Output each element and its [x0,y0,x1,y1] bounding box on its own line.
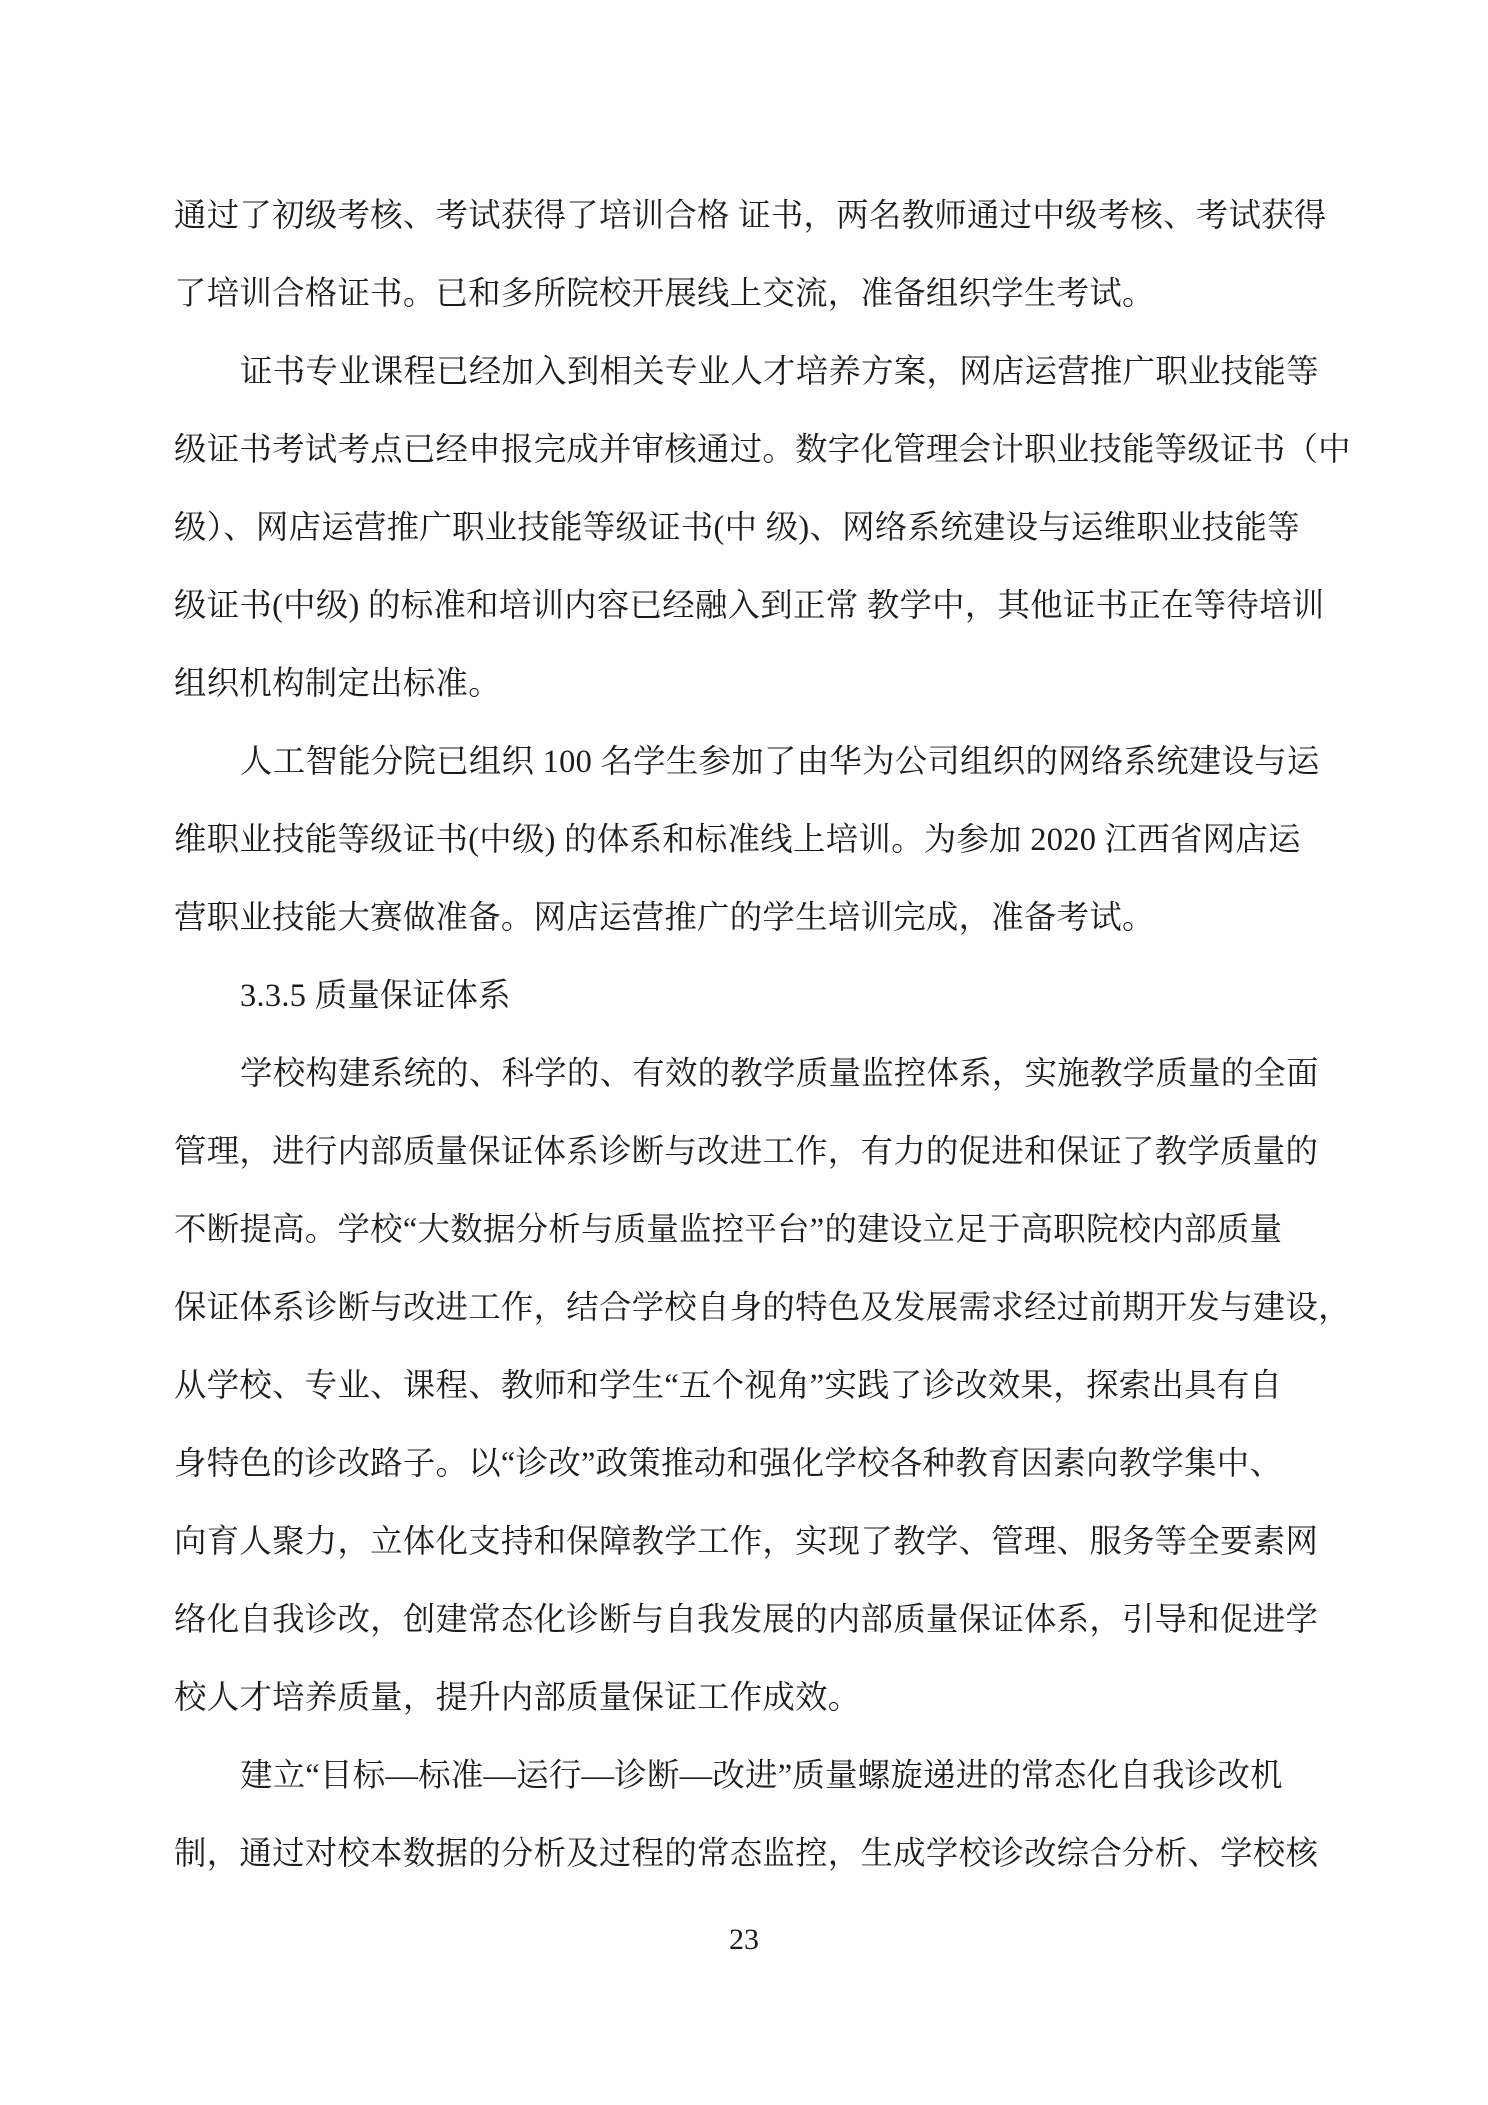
text-line: 校人才培养质量，提升内部质量保证工作成效。 [174,1680,861,1716]
text-line: 级证书考试考点已经申报完成并审核通过。数字化管理会计职业技能等级证书（中 [174,432,1351,468]
text-line: 组织机构制定出标准。 [174,666,501,702]
text-line: 身特色的诊改路子。以“诊改”政策推动和强化学校各种教育因素向教学集中、 [174,1446,1283,1482]
text-line: 建立“目标—标准—运行—诊断—改进”质量螺旋递进的常态化自我诊改机 [240,1758,1283,1794]
text-line: 通过了初级考核、考试获得了培训合格 证书，两名教师通过中级考核、考试获得 [174,198,1327,234]
text-line: 了培训合格证书。已和多所院校开展线上交流，准备组织学生考试。 [174,276,1155,312]
text-line: 不断提高。学校“大数据分析与质量监控平台”的建设立足于高职院校内部质量 [174,1212,1283,1248]
text-line: 级证书(中级) 的标准和培训内容已经融入到正常 教学中，其他证书正在等待培训 [174,588,1325,624]
text-line: 络化自我诊改，创建常态化诊断与自我发展的内部质量保证体系，引导和促进学 [174,1602,1319,1638]
text-line: 营职业技能大赛做准备。网店运营推广的学生培训完成，准备考试。 [174,900,1155,936]
text-line: 从学校、专业、课程、教师和学生“五个视角”实践了诊改效果，探索出具有自 [174,1368,1283,1404]
text-line: 制，通过对校本数据的分析及过程的常态监控，生成学校诊改综合分析、学校核 [174,1836,1319,1872]
text-line: 管理，进行内部质量保证体系诊断与改进工作，有力的促进和保证了教学质量的 [174,1134,1319,1170]
text-line: 人工智能分院已组织 100 名学生参加了由华为公司组织的网络系统建设与运 [240,744,1320,780]
text-line: 向育人聚力，立体化支持和保障教学工作，实现了教学、管理、服务等全要素网 [174,1524,1319,1560]
page-number: 23 [729,1923,759,1956]
text-line: 维职业技能等级证书(中级) 的体系和标准线上培训。为参加 2020 江西省网店运 [174,822,1301,858]
text-line: 证书专业课程已经加入到相关专业人才培养方案，网店运营推广职业技能等 [240,354,1319,390]
text-line: 学校构建系统的、科学的、有效的教学质量监控体系，实施教学质量的全面 [240,1056,1319,1092]
text-line: 级）、网店运营推广职业技能等级证书(中 级)、网络系统建设与运维职业技能等 [174,510,1300,546]
page-body [174,177,1374,1893]
text-line: 保证体系诊断与改进工作，结合学校自身的特色及发展需求经过前期开发与建设， [174,1290,1351,1326]
section-heading: 3.3.5 质量保证体系 [240,978,511,1014]
